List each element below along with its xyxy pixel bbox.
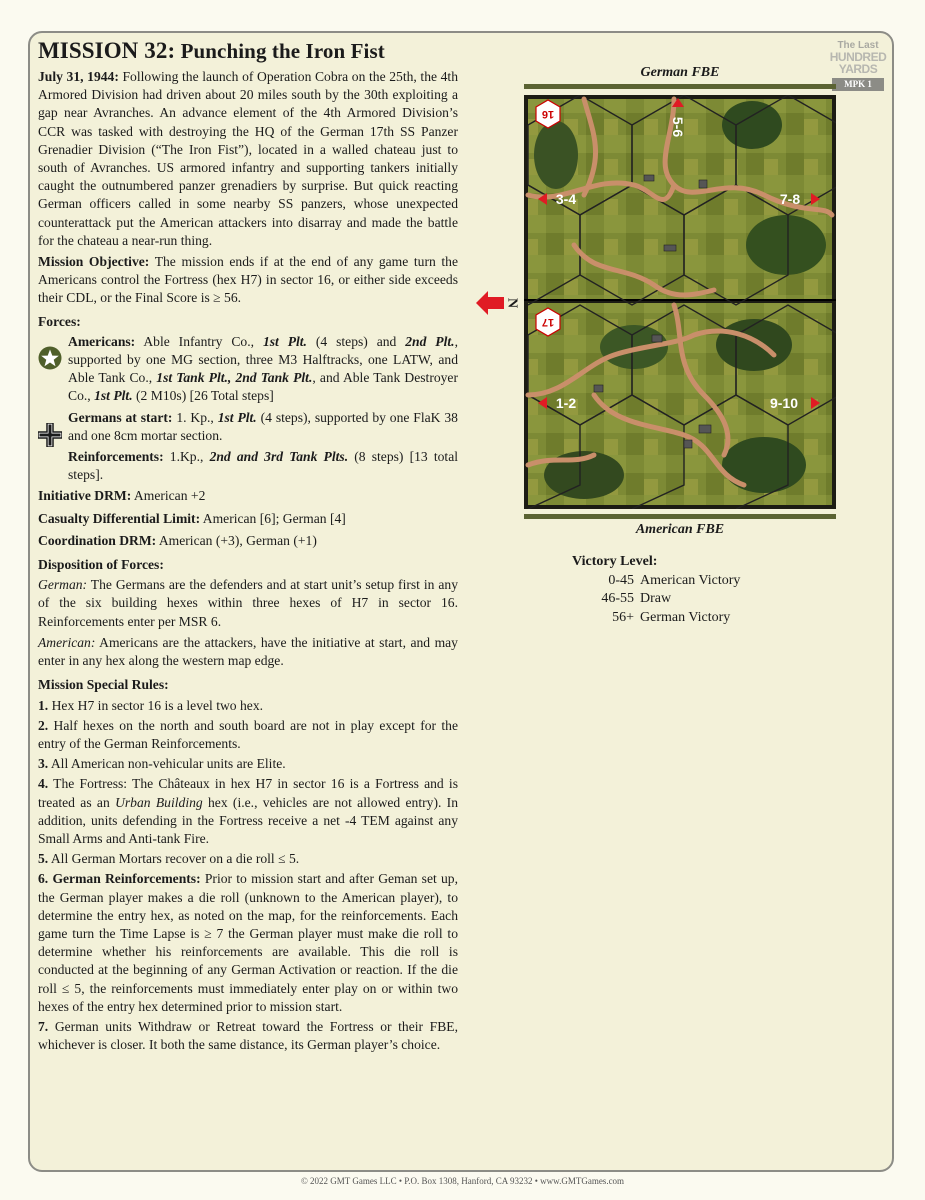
special-rules-list (38, 697, 458, 1055)
rule-text: hex (i.e., vehicles are not allowed entry). In addition, units defending in the Fortress receive a net -4 TEM against any Small Arms and Anti-tank Fire. (38, 794, 458, 846)
disposition-heading: Disposition of Forces: (38, 557, 164, 573)
entry-5-6-label: 5-6 (670, 116, 686, 138)
american-fbe-bar (524, 514, 836, 519)
reinforcements-text-2: (8 steps) [13 total steps]. (68, 449, 459, 483)
mission-text-column (38, 38, 458, 1056)
entry-7-8-label: 7-8 (779, 191, 801, 207)
objective-paragraph (38, 253, 458, 308)
rule-text: German units Withdraw or Retreat toward the Fortress or their FBE, whichever is closer. It both the same distance, its German player’s choice. (38, 1018, 459, 1053)
victory-level-table (572, 553, 740, 627)
mission-number: MISSION 32: (38, 38, 176, 63)
german-cross-icon (38, 423, 62, 447)
game-logo (829, 40, 887, 91)
rule-number: 5. (38, 851, 49, 867)
objective-label: Mission Objective: (38, 254, 150, 270)
logo-line-2: HUNDRED (829, 50, 887, 64)
victory-row (572, 572, 740, 591)
americans-unit-1: 1st Plt. (262, 333, 307, 349)
reinforcements-text-1: 1.Kp., (169, 449, 204, 465)
initiative-label: Initiative DRM: (38, 488, 132, 504)
disposition-american (38, 634, 458, 670)
initiative-drm (38, 487, 458, 505)
rules-heading: Mission Special Rules: (38, 677, 169, 693)
intro-date: July 31, 1944: (38, 69, 119, 84)
germans-text-1: 1. Kp., (176, 409, 214, 425)
victory-heading: Victory Level: (572, 554, 658, 569)
mission-name: Punching the Iron Fist (180, 39, 385, 63)
copyright-footer: © 2022 GMT Games LLC • P.O. Box 1308, Hanford, CA 93232 • www.GMTGames.com (300, 1176, 625, 1186)
reinforcements-unit: 2nd and 3rd Tank Plts. (209, 449, 349, 465)
entry-9-10-label: 9-10 (769, 395, 799, 411)
game-map (524, 95, 836, 509)
victory-result: American Victory (640, 572, 741, 588)
rule-number: 6. (38, 871, 49, 887)
logo-badge: MPK 1 (832, 78, 884, 91)
initiative-value: American +2 (133, 488, 206, 504)
rule-number: 2. (38, 717, 49, 733)
us-star-icon (38, 346, 62, 370)
victory-range: 0-45 (608, 572, 634, 588)
rule-text: Half hexes on the north and south board are not in play except for the entry of the German Reinforcements. (38, 717, 458, 751)
north-arrow-icon (476, 290, 522, 316)
german-fbe-caption: German FBE (640, 65, 720, 80)
americans-unit-2: 2nd Plt. (405, 333, 455, 349)
disposition-german (38, 576, 458, 631)
victory-result: German Victory (640, 609, 731, 625)
rule-text: All American non-vehicular units are Elite. (50, 756, 286, 772)
victory-range: 56+ (612, 609, 634, 625)
americans-forces (38, 333, 458, 406)
disposition-german-text: The Germans are the defenders and at start unit’s setup first in any of the six building hexes within three hexes of H7 in sector 16. Reinforcements enter per MSR 6. (38, 577, 458, 629)
rule-number: 3. (38, 756, 49, 772)
rule-2 (38, 717, 458, 753)
cdl-value: American [6]; German [4] (202, 510, 346, 526)
americans-text-1: Able Infantry Co., (143, 333, 255, 349)
objective-text: The mission ends if at the end of any game turn the Americans control the Fortress (hex H7) in sector 16, or either side exceeds their CDL, or the Final Score is ≥ 56. (38, 254, 459, 306)
americans-unit-4: 1st Plt. (94, 388, 133, 404)
coordination-value: American (+3), German (+1) (158, 532, 317, 548)
disposition-american-label: American: (38, 634, 96, 650)
germans-forces (38, 409, 458, 445)
rule-text: Hex H7 in sector 16 is a level two hex. (51, 697, 264, 713)
rule-text: All German Mortars recover on a die roll ≤ 5. (50, 851, 300, 867)
rule-emphasis: Urban Building (115, 794, 203, 810)
entry-1-2-label: 1-2 (555, 395, 577, 411)
north-label: N (504, 297, 520, 309)
germans-label: Germans at start: (68, 409, 173, 425)
americans-label: Americans: (68, 333, 136, 349)
reinforcements-label: Reinforcements: (68, 449, 164, 465)
american-fbe-caption: American FBE (635, 522, 725, 537)
germans-text-2: (4 steps), supported by one FlaK 38 and one 8cm mortar section. (68, 409, 458, 443)
sector-17-label: 17 (541, 316, 555, 328)
victory-result: Draw (640, 591, 672, 606)
sector-16-label: 16 (541, 108, 555, 120)
cdl-label: Casualty Differential Limit: (38, 510, 201, 526)
disposition-american-text: Americans are the attackers, have the initiative at start, and may enter in any hex along the western map edge. (38, 634, 458, 669)
rule-5 (38, 850, 458, 868)
rule-3 (38, 755, 458, 773)
rule-1 (38, 697, 458, 715)
rule-text: Prior to mission start and after Geman set up, the German player makes a die roll (unknown to the American player), to determine the entry hex, as noted on the map, for the reinforcements. Each game turn the Time Lapse is ≥ 7 the German player must make die roll to determine whether his reinforcements are available. This die roll is conducted at the beginning of any German Activation or reaction. If the die roll ≤ 5, the reinforcements must immediately enter play on or within two hexes of the entry hex determined prior to mission start. (38, 871, 458, 1014)
disposition-german-label: German: (38, 577, 88, 593)
rule-number: 1. (38, 697, 49, 713)
rule-text: The Fortress: The Châteaux in hex H7 in sector 16 is a Fortress and is treated as an (38, 776, 458, 810)
mission-title (38, 38, 458, 64)
victory-row (572, 609, 740, 628)
coordination-drm (38, 532, 458, 550)
coordination-label: Coordination DRM: (38, 532, 157, 548)
reinforcements-forces (38, 448, 458, 484)
americans-unit-3: 1st Tank Plt., 2nd Tank Plt. (156, 370, 313, 386)
german-fbe-bar (524, 84, 836, 89)
rule-7 (38, 1018, 458, 1054)
rule-4 (38, 775, 458, 848)
victory-row (572, 590, 740, 609)
americans-text-4: , and Able Tank Destroyer Co., (68, 370, 458, 404)
rule-label: German Reinforcements: (52, 871, 201, 887)
americans-text-2: (4 steps) and (315, 333, 397, 349)
logo-line-1: The Last (837, 40, 879, 51)
victory-range: 46-55 (601, 591, 634, 606)
cdl (38, 510, 458, 528)
forces-heading: Forces: (38, 313, 81, 329)
americans-text-3: , supported by one MG section, three M3 Halftracks, one LATW, and Able Tank Co., (68, 333, 458, 386)
rule-6 (38, 870, 458, 1016)
logo-line-3: YARDS (838, 62, 878, 76)
rule-number: 7. (38, 1018, 49, 1034)
intro-paragraph (38, 68, 458, 250)
entry-3-4-label: 3-4 (555, 191, 577, 207)
americans-text-5: (2 M10s) [26 Total steps] (136, 388, 274, 404)
germans-unit-1: 1st Plt. (217, 409, 257, 425)
rule-number: 4. (38, 776, 49, 792)
intro-text: Following the launch of Operation Cobra on the 25th, the 4th Armored Division had driven about 20 miles south by the 30th exploiting a gap near Avranches. An advance element of the 4th Armored Division’s CCR was tasked with destroying the HQ of the German 17th SS Panzer Grenadier Division (“The Iron Fist”), located in a walled chateau just to south of Avranches. US armored infantry and supporting tankers initially caught the outnumbered panzer grenadiers by surprise. But quick reacting German officers called in some nearby SS panzers, whose unexpected counterattack put the American attackers into disarray and made the battle for the chateau a near-run thing. (38, 69, 459, 248)
